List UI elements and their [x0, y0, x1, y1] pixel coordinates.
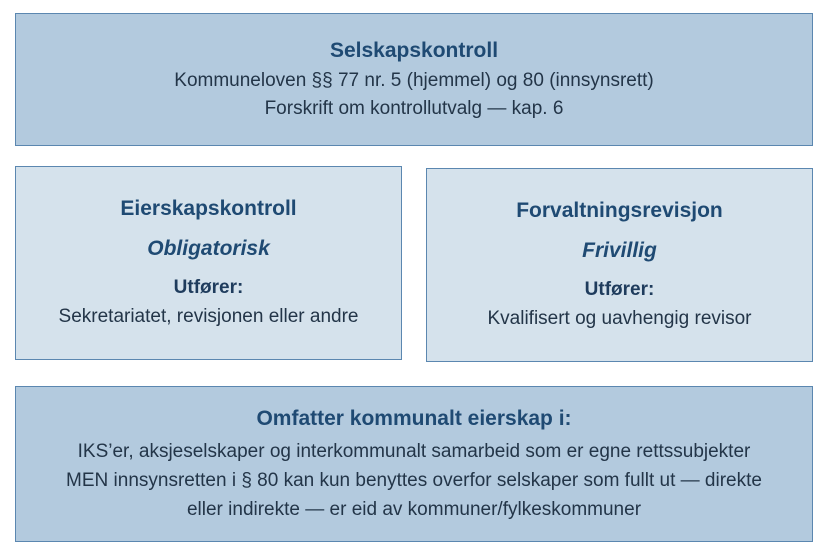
eierskapskontroll-box — [15, 166, 402, 360]
forvaltningsrevisjon-performer-label: Utfører: — [584, 279, 655, 300]
eierskapskontroll-performer: Sekretariatet, revisjonen eller andre — [58, 306, 359, 327]
eierskapskontroll-status: Obligatorisk — [147, 237, 270, 260]
eierskapskontroll-title: Eierskapskontroll — [120, 197, 297, 220]
ownership-scope-line: eller indirekte — er eid av kommuner/fylkeskommuner — [186, 498, 642, 520]
forvaltningsrevisjon-status: Frivillig — [582, 239, 657, 262]
ownership-scope-box — [15, 386, 813, 542]
ownership-scope-line: IKS’er, aksjeselskaper og interkommunalt samarbeid som er egne rettssubjekter — [77, 440, 751, 462]
forvaltningsrevisjon-performer: Kvalifisert og uavhengig revisor — [487, 308, 752, 329]
forvaltningsrevisjon-title: Forvaltningsrevisjon — [516, 199, 723, 222]
selskapskontroll-box — [15, 13, 813, 146]
regulation-line: Forskrift om kontrollutvalg — kap. 6 — [264, 97, 564, 119]
ownership-scope-title: Omfatter kommunalt eierskap i: — [256, 406, 572, 430]
forvaltningsrevisjon-box — [426, 168, 813, 362]
legal-basis-line: Kommuneloven §§ 77 nr. 5 (hjemmel) og 80 (innsynsrett) — [174, 69, 654, 91]
selskapskontroll-title: Selskapskontroll — [329, 38, 499, 62]
ownership-scope-line: MEN innsynsretten i § 80 kan kun benyttes overfor selskaper som fullt ut — direkte — [66, 469, 762, 491]
eierskapskontroll-performer-label: Utfører: — [173, 277, 244, 298]
